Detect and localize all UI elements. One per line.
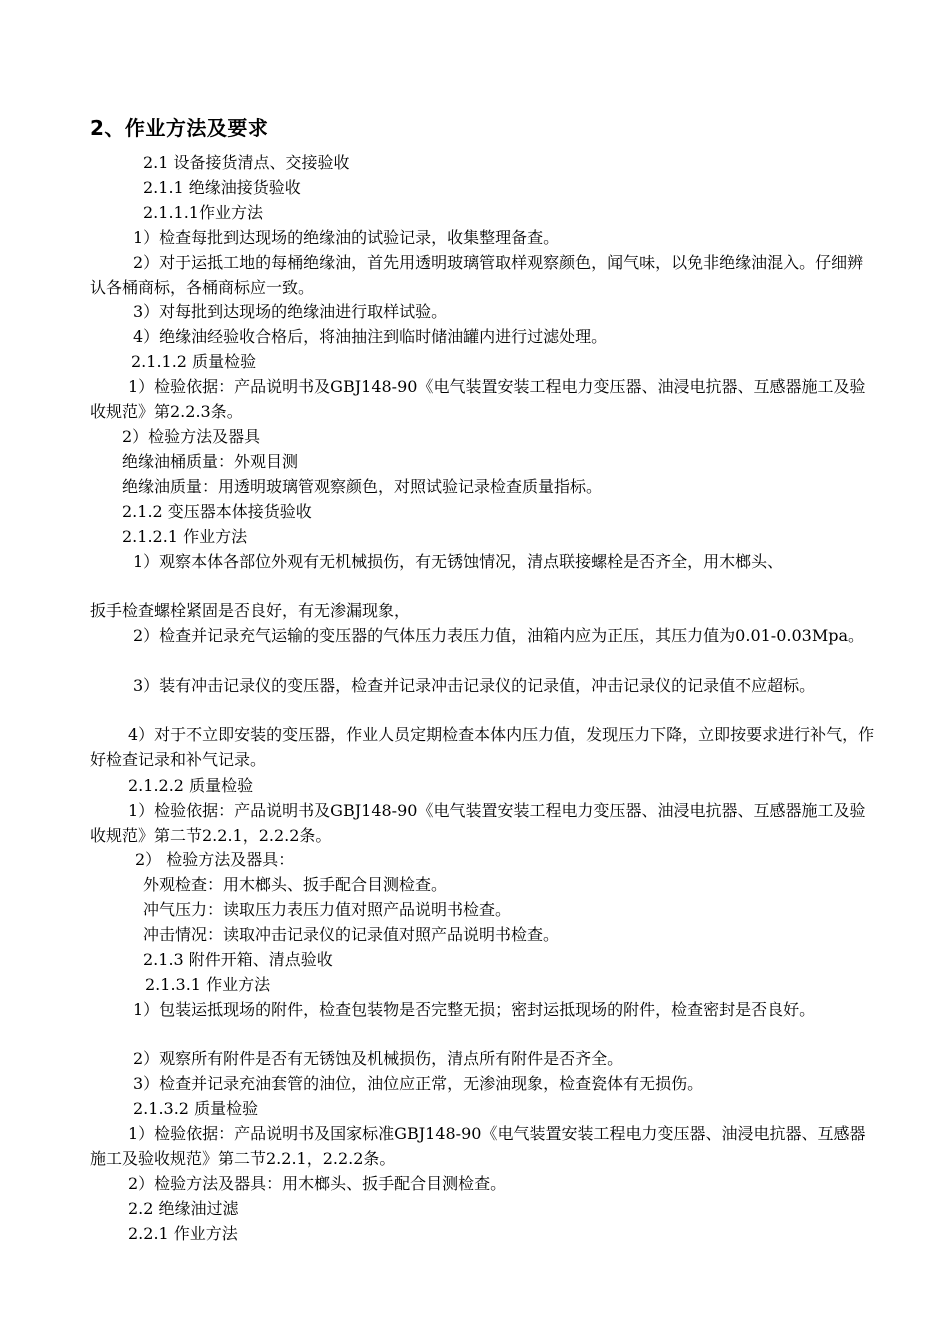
paragraph: 冲击情况：读取冲击记录仪的记录值对照产品说明书检查。 <box>143 925 560 944</box>
paragraph: 4）对于不立即安装的变压器，作业人员定期检查本体内压力值，发现压力下降，立即按要求进行补气，作好检查记录和补气记录。 <box>90 725 875 769</box>
heading-2-1-2-2: 2.1.2.2 质量检验 <box>128 776 254 795</box>
paragraph: 扳手检查螺栓紧固是否良好，有无渗漏现象， <box>90 601 411 620</box>
section-title: 2、作业方法及要求 <box>90 116 269 140</box>
heading-2-1-3: 2.1.3 附件开箱、清点验收 <box>143 950 333 969</box>
heading-2-1-3-1: 2.1.3.1 作业方法 <box>145 975 271 994</box>
heading-2-1-1-1: 2.1.1.1作业方法 <box>143 203 263 222</box>
heading-2-1-1-2: 2.1.1.2 质量检验 <box>131 352 257 371</box>
heading-2-1-1: 2.1.1 绝缘油接货验收 <box>143 178 301 197</box>
heading-2-1: 2.1 设备接货清点、交接验收 <box>143 153 350 172</box>
heading-2-2: 2.2 绝缘油过滤 <box>128 1199 239 1218</box>
paragraph: 绝缘油质量：用透明玻璃管观察颜色，对照试验记录检查质量指标。 <box>122 477 603 496</box>
paragraph: 1）检验依据：产品说明书及GBJ148-90《电气装置安装工程电力变压器、油浸电抗器、互感器施工及验收规范》第2.2.3条。 <box>90 377 866 421</box>
paragraph: 1）检验依据：产品说明书及国家标准GBJ148-90《电气装置安装工程电力变压器、油浸电抗器、互感器施工及验收规范》第二节2.2.1，2.2.2条。 <box>90 1124 866 1168</box>
heading-2-1-2: 2.1.2 变压器本体接货验收 <box>122 502 312 521</box>
paragraph: 1）检查每批到达现场的绝缘油的试验记录，收集整理备查。 <box>133 228 560 247</box>
paragraph: 3）对每批到达现场的绝缘油进行取样试验。 <box>133 302 448 321</box>
paragraph: 冲气压力：读取压力表压力值对照产品说明书检查。 <box>143 900 512 919</box>
paragraph: 2） 检验方法及器具： <box>135 850 295 869</box>
paragraph: 2）对于运抵工地的每桶绝缘油，首先用透明玻璃管取样观察颜色，闻气味，以免非绝缘油混入。仔细辨认各桶商标，各桶商标应一致。 <box>90 253 864 297</box>
paragraph: 1）观察本体各部位外观有无机械损伤，有无锈蚀情况，清点联接螺栓是否齐全，用木榔头、 <box>133 552 784 571</box>
heading-2-1-3-2: 2.1.3.2 质量检验 <box>133 1099 259 1118</box>
paragraph: 2）检验方法及器具：用木榔头、扳手配合目测检查。 <box>128 1174 507 1193</box>
paragraph: 4）绝缘油经验收合格后，将油抽注到临时储油罐内进行过滤处理。 <box>133 327 608 346</box>
heading-2-2-1: 2.2.1 作业方法 <box>128 1224 238 1243</box>
paragraph: 2）观察所有附件是否有无锈蚀及机械损伤，清点所有附件是否齐全。 <box>133 1049 624 1068</box>
paragraph: 3）装有冲击记录仪的变压器，检查并记录冲击记录仪的记录值，冲击记录仪的记录值不应超标。 <box>133 676 816 695</box>
paragraph: 外观检查：用木榔头、扳手配合目测检查。 <box>143 875 448 894</box>
paragraph: 绝缘油桶质量：外观目测 <box>122 452 299 471</box>
heading-2-1-2-1: 2.1.2.1 作业方法 <box>122 527 248 546</box>
paragraph: 1）检验依据：产品说明书及GBJ148-90《电气装置安装工程电力变压器、油浸电抗器、互感器施工及验收规范》第二节2.2.1，2.2.2条。 <box>90 801 866 845</box>
paragraph: 2）检验方法及器具 <box>122 427 261 446</box>
paragraph: 2）检查并记录充气运输的变压器的气体压力表压力值，油箱内应为正压，其压力值为0.01-0.03Mpa。 <box>133 626 865 645</box>
paragraph: 3）检查并记录充油套管的油位，油位应正常，无渗油现象，检查瓷体有无损伤。 <box>133 1074 704 1093</box>
paragraph: 1）包装运抵现场的附件，检查包装物是否完整无损；密封运抵现场的附件，检查密封是否良好。 <box>133 1000 816 1019</box>
